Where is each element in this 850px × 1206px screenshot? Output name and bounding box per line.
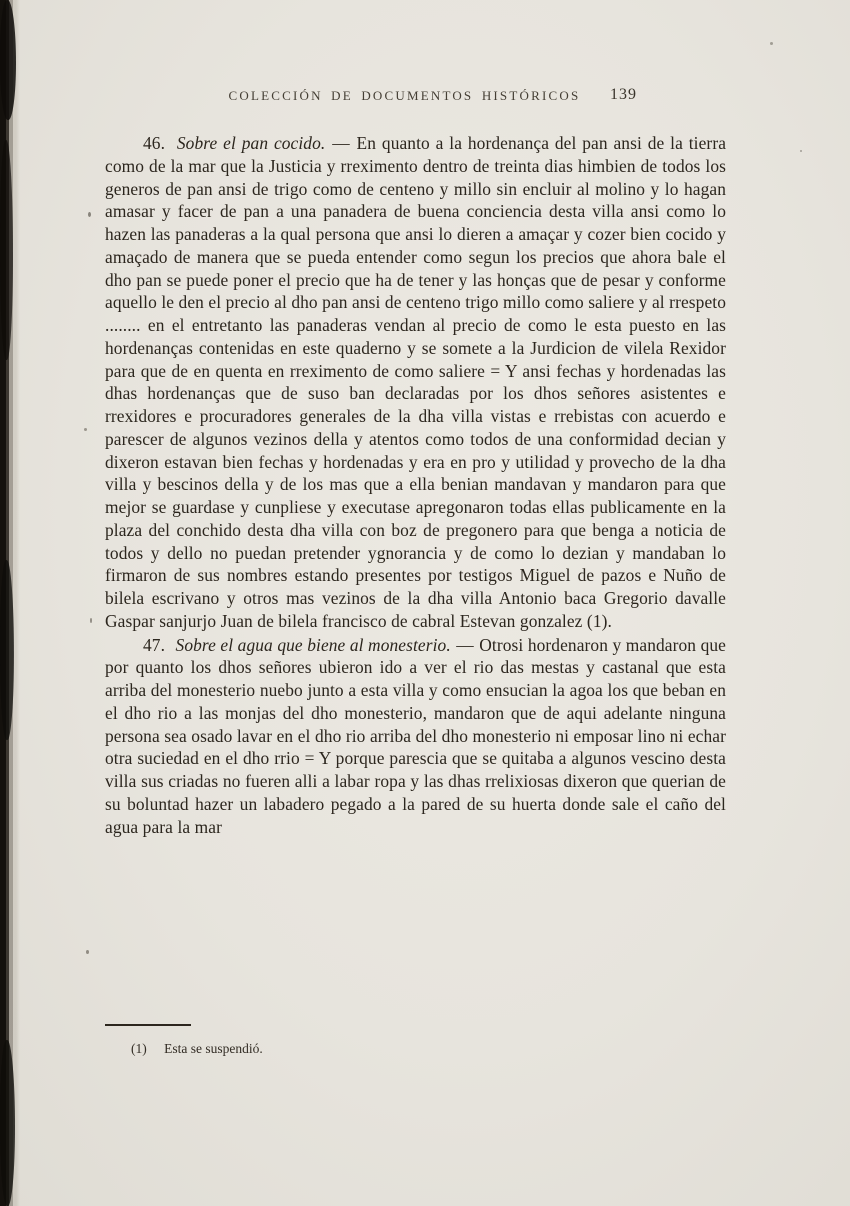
paper-speck (88, 212, 91, 217)
entry-46 (105, 132, 726, 633)
binding-shadow (0, 140, 13, 360)
entry-47 (105, 634, 726, 839)
entry-46-text: En quanto a la hordenança del pan ansi de la tierra como de la mar que la Justicia y rreximento dentro de treinta dias himbien de todos los generos de pan ansi de trigo como de centeno y millo sin encluir al molino y lo hagan amasar y facer de pan a una panadera de buena conciencia desta villa ansi como lo hazen las panaderas a la qual persona que ansi lo dieren a amaçar y cozer bien cocido y amaçado de manera que se pueda entender como segun los precios que ahora bale el dho pan se puede poner el precio que ha de tener y las honças que de pesar y conforme aquello le den el precio al dho pan ansi de centeno trigo millo como saliere y al rrespeto ........ en el entretanto las panaderas vendan al precio de como le esta puesto en las hordenanças contenidas en este quaderno y se somete a la Jurdicion de vilela Rexidor para que de en quenta en rreximento de como saliere = Y ansi fechas y hordenadas las dhas hordenanças que de suso ban declaradas por los dhos señores asistentes e rrexidores e procuradores generales de la dha villa vistas e rrebistas con acuerdo e parescer de algunos vezinos della y atentos como todos de una conformidad decian y dixeron estavan bien fechas y hordenadas y era en pro y utilidad y provecho de la dha villa y bescinos della y de los mas que a ella benian mandavan y mandaron para que mejor se guardase y cunpliese y executase apregonaron todas ellas publicamente en la plaza del conchido desta dha villa con boz de pregonero para que benga a noticia de todos y dello no puedan pretender ygnorancia y de como lo dezian y mandaban lo firmaron de sus nombres estando presentes por testigos Miguel de pazos e Nuño de bilela escrivano y otros mas vezinos de la dha villa Antonio baca Gregorio davalle Gaspar sanjurjo Juan de bilela francisco de cabral Estevan gonzalez (1). (105, 133, 727, 631)
binding-shadow (0, 1040, 15, 1206)
paper-speck (770, 42, 773, 45)
footnote (131, 1041, 725, 1057)
paper-speck (800, 150, 802, 152)
footnote-rule (105, 1024, 191, 1026)
entry-46-dash: — (332, 133, 350, 153)
entry-47-title: Sobre el agua que biene al monesterio. (175, 634, 451, 655)
binding-shadow (0, 0, 16, 120)
binding-shadow (0, 560, 14, 740)
entry-46-title: Sobre el pan cocido. (176, 133, 326, 153)
paper-speck (90, 618, 92, 623)
page-number: 139 (610, 86, 637, 103)
footnote-text: Esta se suspendió. (164, 1041, 263, 1056)
running-header (105, 88, 725, 108)
body-text-block (105, 132, 726, 838)
footnote-area (105, 1024, 725, 1057)
entry-47-text: Otrosi hordenaron y mandaron que por quanto los dhos señores ubieron ido a ver el rio das mestas y castanal que esta arriba del monesterio nuebo junto a esta villa y como ensucian la agoa los que beban en el dho rio a las monjas del dho monesterio, mandaron que de aqui adelante ninguna persona sea osado lavar en el dho rio arriba del dho monesterio ni emposar lino ni echar otra suciedad en el dho rrio = Y porque parescia que se quitaba a algunos vescino desta villa sus criadas no fueren alli a labar ropa y las dhas rrelixiosas dixeron que querian de su boluntad hazer un labadero pegado a la pared de su huerta donde sale el caño del agua para la mar (105, 634, 726, 837)
paper-speck (86, 950, 89, 954)
running-header-title: COLECCIÓN DE DOCUMENTOS HISTÓRICOS (228, 88, 581, 103)
entry-47-dash: — (456, 634, 474, 655)
paper-speck (84, 428, 87, 431)
entry-47-number: 47. (143, 634, 166, 655)
footnote-marker: (1) (131, 1041, 147, 1056)
book-binding-edge (0, 0, 20, 1206)
entry-46-number: 46. (143, 133, 166, 153)
